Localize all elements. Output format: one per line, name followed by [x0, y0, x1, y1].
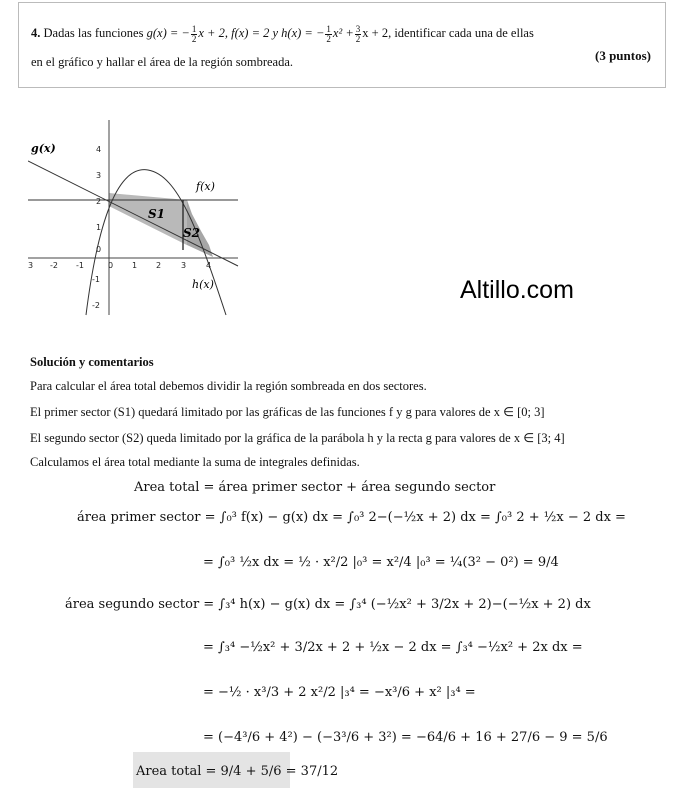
- x-tick: 1: [132, 261, 138, 270]
- g-label: g(x): [31, 142, 56, 155]
- x-tick: 3: [28, 261, 34, 270]
- y-tick: 0: [96, 245, 102, 254]
- x-tick: -2: [50, 261, 58, 270]
- math-line-8: Area total = 9/4 + 5/6 = 37/12: [136, 764, 339, 779]
- function-graph: [28, 120, 243, 320]
- h-label: h(x): [192, 278, 214, 291]
- math-line-3: = ∫₀³ ½x dx = ½ · x²/2 |₀³ = x²/4 |₀³ = ¼(3² − 0²) = 9/4: [203, 555, 559, 570]
- y-tick: 2: [96, 197, 102, 206]
- problem-box: [18, 2, 666, 88]
- solution-line-2: El primer sector (S1) quedará limitado por las gráficas de las funciones f y g para valores de x ∈ [0; 3]: [30, 405, 545, 419]
- y-tick: 1: [96, 223, 102, 232]
- solution-line-1: Para calcular el área total debemos dividir la región sombreada en dos sectores.: [30, 379, 427, 393]
- problem-line-2: en el gráfico y hallar el área de la región sombreada.: [31, 55, 294, 69]
- x-tick: 4: [206, 261, 212, 270]
- g-line: [28, 161, 238, 266]
- math-line-7: = (−4³/6 + 4²) − (−3³/6 + 3²) = −64/6 + 16 + 27/6 − 9 = 5/6: [203, 730, 608, 745]
- y-tick: 4: [96, 145, 102, 154]
- f-label: f(x): [196, 180, 215, 193]
- s2-label: S2: [183, 226, 201, 240]
- math-line-5: = ∫₃⁴ −½x² + 3/2x + 2 + ½x − 2 dx = ∫₃⁴ −½x² + 2x dx =: [203, 640, 583, 655]
- solution-title: Solución y comentarios: [30, 355, 154, 369]
- problem-statement: 4. Dadas las funciones g(x) = − $\frac{1}{2}$ x + 2, f(x) = 2 y h(x) = − $\frac{1}{2}$ x² + $\frac{3}{2}$ x + 2, identificar cada una de ellas en el gráfico y hallar el área de la región sombreada.: [31, 23, 534, 69]
- watermark: Altillo.com: [460, 276, 574, 304]
- points-label: (3 puntos): [595, 48, 651, 63]
- y-tick: -1: [92, 275, 100, 284]
- s1-label: S1: [148, 207, 166, 221]
- math-line-1: Area total = área primer sector + área segundo sector: [134, 480, 496, 495]
- x-tick: 3: [181, 261, 187, 270]
- problem-number: 4.: [31, 26, 41, 40]
- x-tick: 0: [108, 261, 114, 270]
- y-tick: -2: [92, 301, 100, 310]
- x-tick: 2: [156, 261, 162, 270]
- math-line-4: área segundo sector = ∫₃⁴ h(x) − g(x) dx = ∫₃⁴ (−½x² + 3/2x + 2)−(−½x + 2) dx: [65, 597, 591, 612]
- solution-line-3: El segundo sector (S2) queda limitado por la gráfica de la parábola h y la recta g para valores de x ∈ [3; 4]: [30, 431, 565, 445]
- solution-line-4: Calculamos el área total mediante la suma de integrales definidas.: [30, 455, 360, 469]
- math-line-6: = −½ · x³/3 + 2 x²/2 |₃⁴ = −x³/6 + x² |₃⁴ =: [203, 685, 476, 700]
- x-tick: -1: [76, 261, 84, 270]
- y-tick: 3: [96, 171, 102, 180]
- math-line-2: área primer sector = ∫₀³ f(x) − g(x) dx = ∫₀³ 2−(−½x + 2) dx = ∫₀³ 2 + ½x − 2 dx =: [77, 510, 626, 525]
